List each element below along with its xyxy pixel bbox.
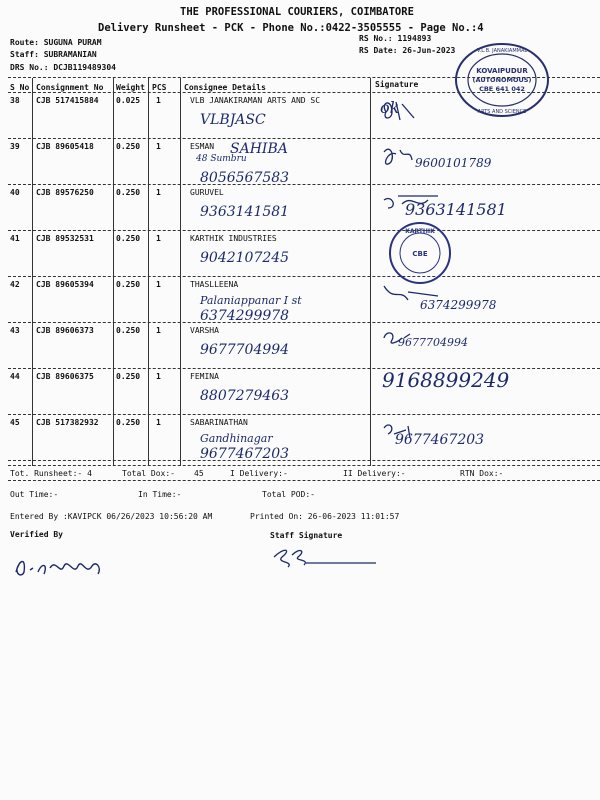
row-signature-text: 9168899249 bbox=[382, 368, 510, 392]
staff-line bbox=[10, 50, 97, 59]
svg-text:(AUTONOMOUS): (AUTONOMOUS) bbox=[472, 76, 532, 84]
svg-text:KARTHIK: KARTHIK bbox=[405, 228, 435, 235]
col-consignment: Consignment No bbox=[36, 83, 104, 92]
row-divider bbox=[8, 138, 600, 139]
svg-text:V.L.B. JANAKIAMMAL: V.L.B. JANAKIAMMAL bbox=[476, 48, 528, 54]
row-handwritten-2: 9677467203 bbox=[200, 446, 290, 462]
row-signature-text: ok bbox=[380, 98, 400, 117]
row-consignment-no: CJB 517382932 bbox=[36, 418, 99, 427]
runsheet-subtitle: Delivery Runsheet - PCK - Phone No.:0422-3505555 - Page No.:4 bbox=[98, 22, 484, 34]
svg-text:CBE 641 042: CBE 641 042 bbox=[479, 85, 525, 93]
row-signature-scribble bbox=[378, 190, 448, 218]
row-sno: 42 bbox=[10, 280, 20, 289]
drs-label: DRS No.: bbox=[10, 63, 49, 72]
row-pcs: 1 bbox=[156, 418, 161, 427]
row-sno: 39 bbox=[10, 142, 20, 151]
drs-line bbox=[10, 63, 116, 72]
row-weight: 0.250 bbox=[116, 372, 141, 381]
row-consignment-no: CJB 89576250 bbox=[36, 188, 94, 197]
col-sno: S No bbox=[10, 83, 30, 92]
route-line bbox=[10, 38, 102, 47]
total-dox-label: Total Dox:- bbox=[122, 469, 175, 478]
row-consignment-no: CJB 89605394 bbox=[36, 280, 94, 289]
staff-value: SUBRAMANIAN bbox=[43, 50, 97, 59]
row-consignee: VARSHA bbox=[190, 326, 219, 335]
rs-date-value: 26-Jun-2023 bbox=[402, 46, 456, 55]
row-divider bbox=[8, 460, 600, 461]
row-consignee: VLB JANAKIRAMAN ARTS AND SC bbox=[190, 96, 321, 105]
rs-no-value: 1194893 bbox=[397, 34, 432, 43]
row-pcs: 1 bbox=[156, 326, 161, 335]
row-signature-text: 9363141581 bbox=[405, 200, 507, 219]
row-pcs: 1 bbox=[156, 234, 161, 243]
college-stamp bbox=[452, 40, 552, 120]
row-weight: 0.025 bbox=[116, 96, 141, 105]
row-signature-scribble bbox=[378, 420, 448, 448]
rtn-dox: RTN Dox:- bbox=[460, 469, 504, 478]
row-weight: 0.250 bbox=[116, 188, 141, 197]
svg-text:ARTS AND SCIENCE: ARTS AND SCIENCE bbox=[477, 109, 527, 115]
row-signature-scribble bbox=[378, 144, 448, 172]
row-pcs: 1 bbox=[156, 372, 161, 381]
row-signature-scribble bbox=[378, 328, 448, 356]
route-label: Route: bbox=[10, 38, 39, 47]
row-signature-scribble bbox=[378, 98, 448, 126]
row-consignee: KARTHIK INDUSTRIES bbox=[190, 234, 277, 243]
row-weight: 0.250 bbox=[116, 142, 141, 151]
row-consignee: THASLLEENA bbox=[190, 280, 239, 289]
row-handwritten-2: 8056567583 bbox=[200, 170, 290, 186]
row-sno: 40 bbox=[10, 188, 20, 197]
in-time: In Time:- bbox=[138, 490, 182, 499]
row-handwritten-3: 48 Sumbru bbox=[196, 154, 247, 164]
row-consignment-no: CJB 89532531 bbox=[36, 234, 94, 243]
row-consignment-no: CJB 517415884 bbox=[36, 96, 99, 105]
row-handwritten: 9677704994 bbox=[200, 342, 290, 358]
col-pcs: PCS bbox=[152, 83, 167, 92]
row-consignment-no: CJB 89606375 bbox=[36, 372, 94, 381]
company-stamp bbox=[385, 218, 455, 288]
row-consignment-no: CJB 89605418 bbox=[36, 142, 94, 151]
row-signature-text: 9677467203 bbox=[395, 432, 485, 448]
i-delivery: I Delivery:- bbox=[230, 469, 288, 478]
row-handwritten: Gandhinagar bbox=[200, 432, 273, 445]
row-signature-text: 9677704994 bbox=[398, 336, 468, 349]
route-value: SUGUNA PURAM bbox=[43, 38, 102, 47]
row-sno: 41 bbox=[10, 234, 20, 243]
row-divider bbox=[8, 276, 600, 277]
printed-on: Printed On: 26-06-2023 11:01:57 bbox=[250, 512, 400, 521]
row-handwritten: Palaniappanar I st bbox=[200, 294, 302, 307]
row-pcs: 1 bbox=[156, 280, 161, 289]
row-signature-text: 9600101789 bbox=[415, 156, 492, 170]
row-handwritten: 9042107245 bbox=[200, 250, 290, 266]
drs-value: DCJB119489304 bbox=[53, 63, 116, 72]
total-dox-count: 45 bbox=[194, 469, 204, 478]
rs-no-label: RS No.: bbox=[359, 34, 393, 43]
row-weight: 0.250 bbox=[116, 280, 141, 289]
ii-delivery: II Delivery:- bbox=[343, 469, 406, 478]
row-handwritten: VLBJASC bbox=[200, 112, 266, 128]
total-pod: Total POD:- bbox=[262, 490, 315, 499]
row-sno: 38 bbox=[10, 96, 20, 105]
col-signature: Signature bbox=[375, 80, 419, 89]
row-pcs: 1 bbox=[156, 188, 161, 197]
staff-signature bbox=[270, 545, 380, 573]
row-weight: 0.250 bbox=[116, 418, 141, 427]
row-sno: 43 bbox=[10, 326, 20, 335]
rs-date-label: RS Date: bbox=[359, 46, 398, 55]
row-weight: 0.250 bbox=[116, 326, 141, 335]
staff-label: Staff: bbox=[10, 50, 39, 59]
row-handwritten: 9363141581 bbox=[200, 204, 290, 220]
row-signature-text: 6374299978 bbox=[420, 298, 497, 312]
row-handwritten: 8807279463 bbox=[200, 388, 290, 404]
verified-signature bbox=[10, 548, 110, 582]
svg-text:CBE: CBE bbox=[412, 250, 428, 258]
row-sno: 45 bbox=[10, 418, 20, 427]
row-sno: 44 bbox=[10, 372, 20, 381]
row-divider bbox=[8, 184, 600, 185]
rs-date-line bbox=[359, 46, 455, 55]
svg-text:KOVAIPUDUR: KOVAIPUDUR bbox=[476, 67, 528, 75]
company-title: THE PROFESSIONAL COURIERS, COIMBATORE bbox=[180, 6, 414, 18]
staff-signature-label: Staff Signature bbox=[270, 531, 343, 540]
row-divider bbox=[8, 414, 600, 415]
entered-by: Entered By :KAVIPCK 06/26/2023 10:56:20 AM bbox=[10, 512, 213, 521]
out-time: Out Time:- bbox=[10, 490, 59, 499]
row-weight: 0.250 bbox=[116, 234, 141, 243]
total-runsheet: Tot. Runsheet:- 4 bbox=[10, 469, 92, 478]
row-pcs: 1 bbox=[156, 142, 161, 151]
row-handwritten-2: 6374299978 bbox=[200, 308, 290, 324]
col-consignee: Consignee Details bbox=[184, 83, 266, 92]
row-divider bbox=[8, 322, 600, 323]
row-consignee: SABARINATHAN bbox=[190, 418, 248, 427]
row-pcs: 1 bbox=[156, 96, 161, 105]
row-consignment-no: CJB 89606373 bbox=[36, 326, 94, 335]
verified-by: Verified By bbox=[10, 530, 63, 539]
rs-no-line bbox=[359, 34, 431, 43]
row-consignee: GURUVEL bbox=[190, 188, 224, 197]
row-consignee: ESMAN bbox=[190, 142, 215, 151]
row-consignee: FEMINA bbox=[190, 372, 219, 381]
row-divider bbox=[8, 368, 600, 369]
row-divider bbox=[8, 230, 600, 231]
row-handwritten: SAHIBA bbox=[230, 141, 288, 157]
col-weight: Weight bbox=[116, 83, 145, 92]
